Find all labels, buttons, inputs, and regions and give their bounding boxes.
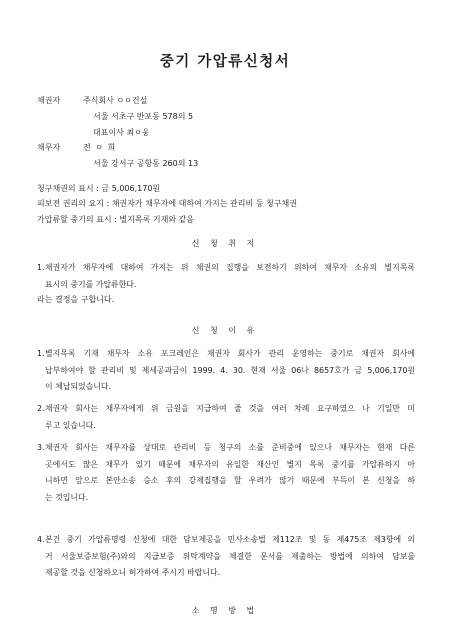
evidence-heading: 소 명 방 법 <box>191 606 259 615</box>
purpose-paragraph <box>37 260 415 293</box>
creditor-label: 채권자 <box>37 96 61 105</box>
debtor-label: 채무자 <box>37 143 61 152</box>
reason-line: 니하면 앞으로 본안소송 승소 후의 강제집행을 할 우려가 많기 때문에 부득이 본 신청을 하 <box>45 476 415 486</box>
claim-amount: 청구채권의 표시 : 금 5,006,170원 <box>37 184 161 193</box>
purpose-number: 1. <box>37 263 45 272</box>
reason-line: 2.채권자 회사는 채무자에게 위 금원을 지급하여 줄 것을 여러 차례 요구하였으 나 기일만 미 <box>37 404 415 413</box>
claim-right-summary: 피보전 권리의 요지 : 채권자가 채무자에 대하여 가지는 관리비 등 청구채권 <box>37 199 297 208</box>
reason-line: 3.채권자 회사는 채무자를 상대로 관리비 등 청구의 소를 준비중에 있으나 채무자는 현재 다른 <box>37 443 415 452</box>
reasons-heading: 신 청 이 유 <box>191 326 259 335</box>
creditor-name: 주식회사 ㅇㅇ건설 <box>83 96 148 105</box>
reason-item <box>37 440 415 506</box>
reason-line: 납부하여야 할 관리비 및 제세공과금이 1999. 4. 30. 현재 서울 06나 8657호가 금 5,006,170원 <box>45 365 415 375</box>
reason-line: 제공할 것을 신청하오니 허가하여 주시기 바랍니다. <box>45 568 221 578</box>
debtor-name: 전 ㅇ 희 <box>83 143 117 152</box>
debtor-address: 서울 강서구 공항동 260의 13 <box>93 159 199 168</box>
purpose-line: 1.채권자가 채무자에 대하여 가지는 위 채권의 집행을 보전하기 위하여 채무자 소유의 별지목록 <box>37 260 415 277</box>
claim-property: 가압류할 중기의 표시 : 별지목록 기재와 같음 <box>37 215 195 224</box>
document-title: 중기 가압류신청서 <box>159 53 291 70</box>
reason-line: 1.별지목록 기재 채무자 소유 포크레인은 채권자 회사가 관리 운영하는 중기로 채권자 회사에 <box>37 349 415 358</box>
reason-item <box>37 532 415 582</box>
reason-line: 거 서울보증보험(주)와의 지급보증 위탁계약을 체결한 문서를 제출하는 방법에 의하여 담보를 <box>45 551 415 561</box>
reason-line: 는 것입니다. <box>45 492 89 502</box>
reason-line: 4.본건 중기 가압류명령 신청에 대한 담보제공을 민사소송법 제112조 및 동 제475조 제3항에 의 <box>37 535 415 544</box>
creditor-representative: 대표이사 최ㅇ웅 <box>93 128 150 137</box>
purpose-conclusion: 라는 결정을 구합니다. <box>37 295 115 304</box>
reason-item <box>37 401 415 434</box>
reason-item <box>37 346 415 396</box>
reason-line: 루고 있습니다. <box>45 420 96 430</box>
reason-line: 이 체납되었습니다. <box>45 382 111 392</box>
purpose-heading: 신 청 취 지 <box>191 239 259 248</box>
purpose-line: 표시의 중기를 가압류한다. <box>45 279 137 289</box>
reason-line: 곳에서도 많은 채무가 있기 때문에 채무자의 유일한 재산인 별지 목록 중기를 가압류하지 아 <box>45 459 415 469</box>
creditor-address: 서울 서초구 반포동 578의 5 <box>93 112 194 121</box>
